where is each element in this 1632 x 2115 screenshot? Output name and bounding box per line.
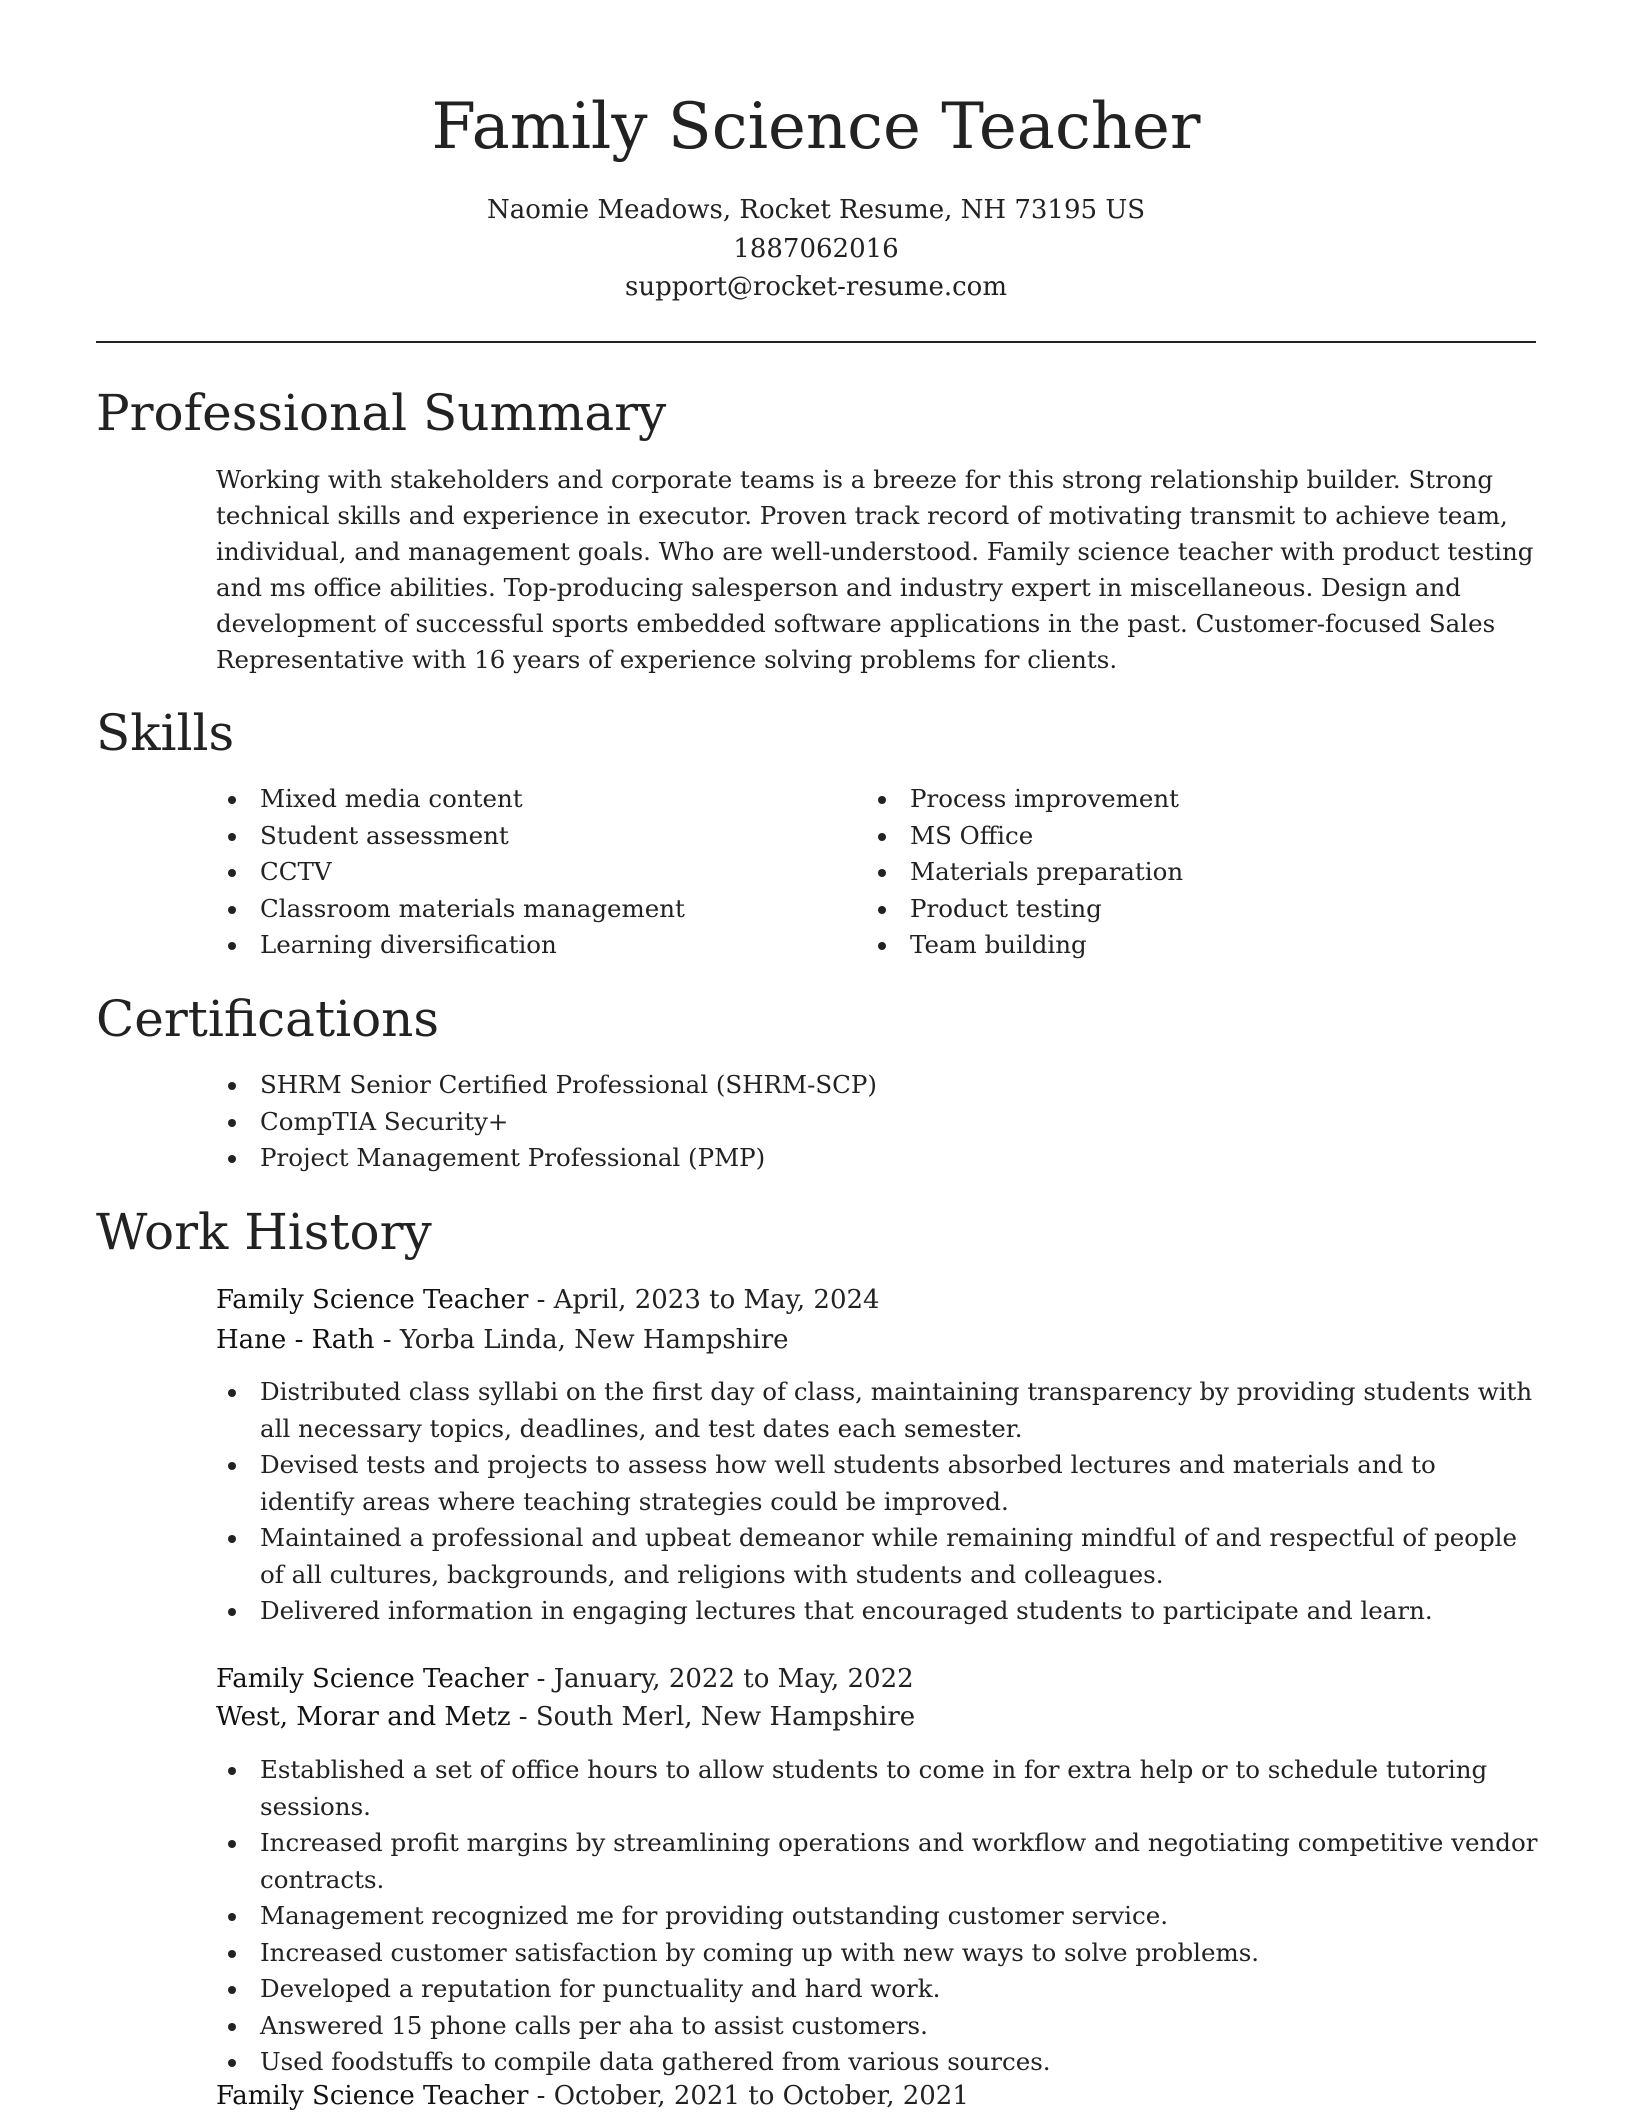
summary-heading: Professional Summary (96, 384, 667, 442)
job-bullet: Maintained a professional and upbeat demeanor while remaining mindful of and respectful of people of all cultures, backgrounds, and religions with students and colleagues. (216, 1520, 1536, 1593)
skill-item: Process improvement (866, 781, 1486, 818)
job-location: - Yorba Linda, New Hampshire (374, 1325, 789, 1355)
header-divider (96, 341, 1536, 343)
skill-item: Classroom materials management (216, 891, 816, 928)
job-title-line (216, 2077, 969, 2115)
certification-item: SHRM Senior Certified Professional (SHRM-SCP) (216, 1067, 1536, 1104)
resume-title: Family Science Teacher (431, 90, 1201, 164)
job-bullets (216, 1752, 1546, 2081)
work-history-heading: Work History (96, 1203, 432, 1261)
job-company-line (216, 1698, 915, 1736)
skill-item: Mixed media content (216, 781, 816, 818)
job-bullet: Management recognized me for providing outstanding customer service. (216, 1898, 1546, 1935)
job-title: Family Science Teacher (216, 1285, 529, 1315)
skill-item: Product testing (866, 891, 1486, 928)
summary-text: Working with stakeholders and corporate teams is a breeze for this strong relationship builder. Strong technical skills and experience in executor. Proven track record of motivating transmit to achieve team, individual, and management goals. Who are well-understood. Family science teacher with product testing and ms office abilities. Top-producing salesperson and industry expert in miscellaneous. Design and development of successful sports embedded software applications in the past. Customer-focused Sales Representative with 16 years of experience solving problems for clients. (216, 465, 1534, 674)
contact-phone: 1887062016 (733, 234, 899, 264)
job-location: - South Merl, New Hampshire (510, 1702, 916, 1732)
certifications-heading: Certifications (96, 990, 440, 1048)
skills-heading: Skills (96, 704, 235, 762)
job-title: Family Science Teacher (216, 1664, 529, 1694)
job-company: Hane - Rath (216, 1325, 375, 1355)
job-bullet: Distributed class syllabi on the first day of class, maintaining transparency by providing students with all necessary topics, deadlines, and test dates each semester. (216, 1374, 1536, 1447)
skill-item: Learning diversification (216, 927, 816, 964)
skills-list-right (866, 781, 1486, 964)
job-title-line (216, 1281, 880, 1319)
certifications-list (216, 1067, 1536, 1177)
skill-item: Student assessment (216, 818, 816, 855)
job-company-line (216, 1321, 789, 1359)
job-bullet: Used foodstuffs to compile data gathered from various sources. (216, 2044, 1546, 2081)
contact-email: support@rocket-resume.com (624, 272, 1007, 302)
skill-item: Materials preparation (866, 854, 1486, 891)
skills-list-left (216, 781, 816, 964)
job-title-line (216, 1660, 914, 1698)
job-bullet: Answered 15 phone calls per aha to assist customers. (216, 2008, 1546, 2045)
job-bullet: Devised tests and projects to assess how well students absorbed lectures and materials and to identify areas where teaching strategies could be improved. (216, 1447, 1536, 1520)
contact-address: Naomie Meadows, Rocket Resume, NH 73195 US (486, 195, 1146, 225)
certification-item: Project Management Professional (PMP) (216, 1140, 1536, 1177)
job-bullet: Established a set of office hours to allow students to come in for extra help or to schedule tutoring sessions. (216, 1752, 1546, 1825)
job-dates: - January, 2022 to May, 2022 (528, 1664, 914, 1694)
skill-item: CCTV (216, 854, 816, 891)
job-dates: - April, 2023 to May, 2024 (528, 1285, 880, 1315)
job-bullet: Increased profit margins by streamlining operations and workflow and negotiating competitive vendor contracts. (216, 1825, 1546, 1898)
job-bullet: Increased customer satisfaction by coming up with new ways to solve problems. (216, 1935, 1546, 1972)
job-bullet: Delivered information in engaging lectures that encouraged students to participate and learn. (216, 1593, 1536, 1630)
job-title: Family Science Teacher (216, 2081, 529, 2111)
job-dates: - October, 2021 to October, 2021 (528, 2081, 969, 2111)
job-bullet: Developed a reputation for punctuality and hard work. (216, 1971, 1546, 2008)
skill-item: MS Office (866, 818, 1486, 855)
job-company: West, Morar and Metz (216, 1702, 511, 1732)
skill-item: Team building (866, 927, 1486, 964)
certification-item: CompTIA Security+ (216, 1104, 1536, 1141)
job-bullets (216, 1374, 1536, 1630)
